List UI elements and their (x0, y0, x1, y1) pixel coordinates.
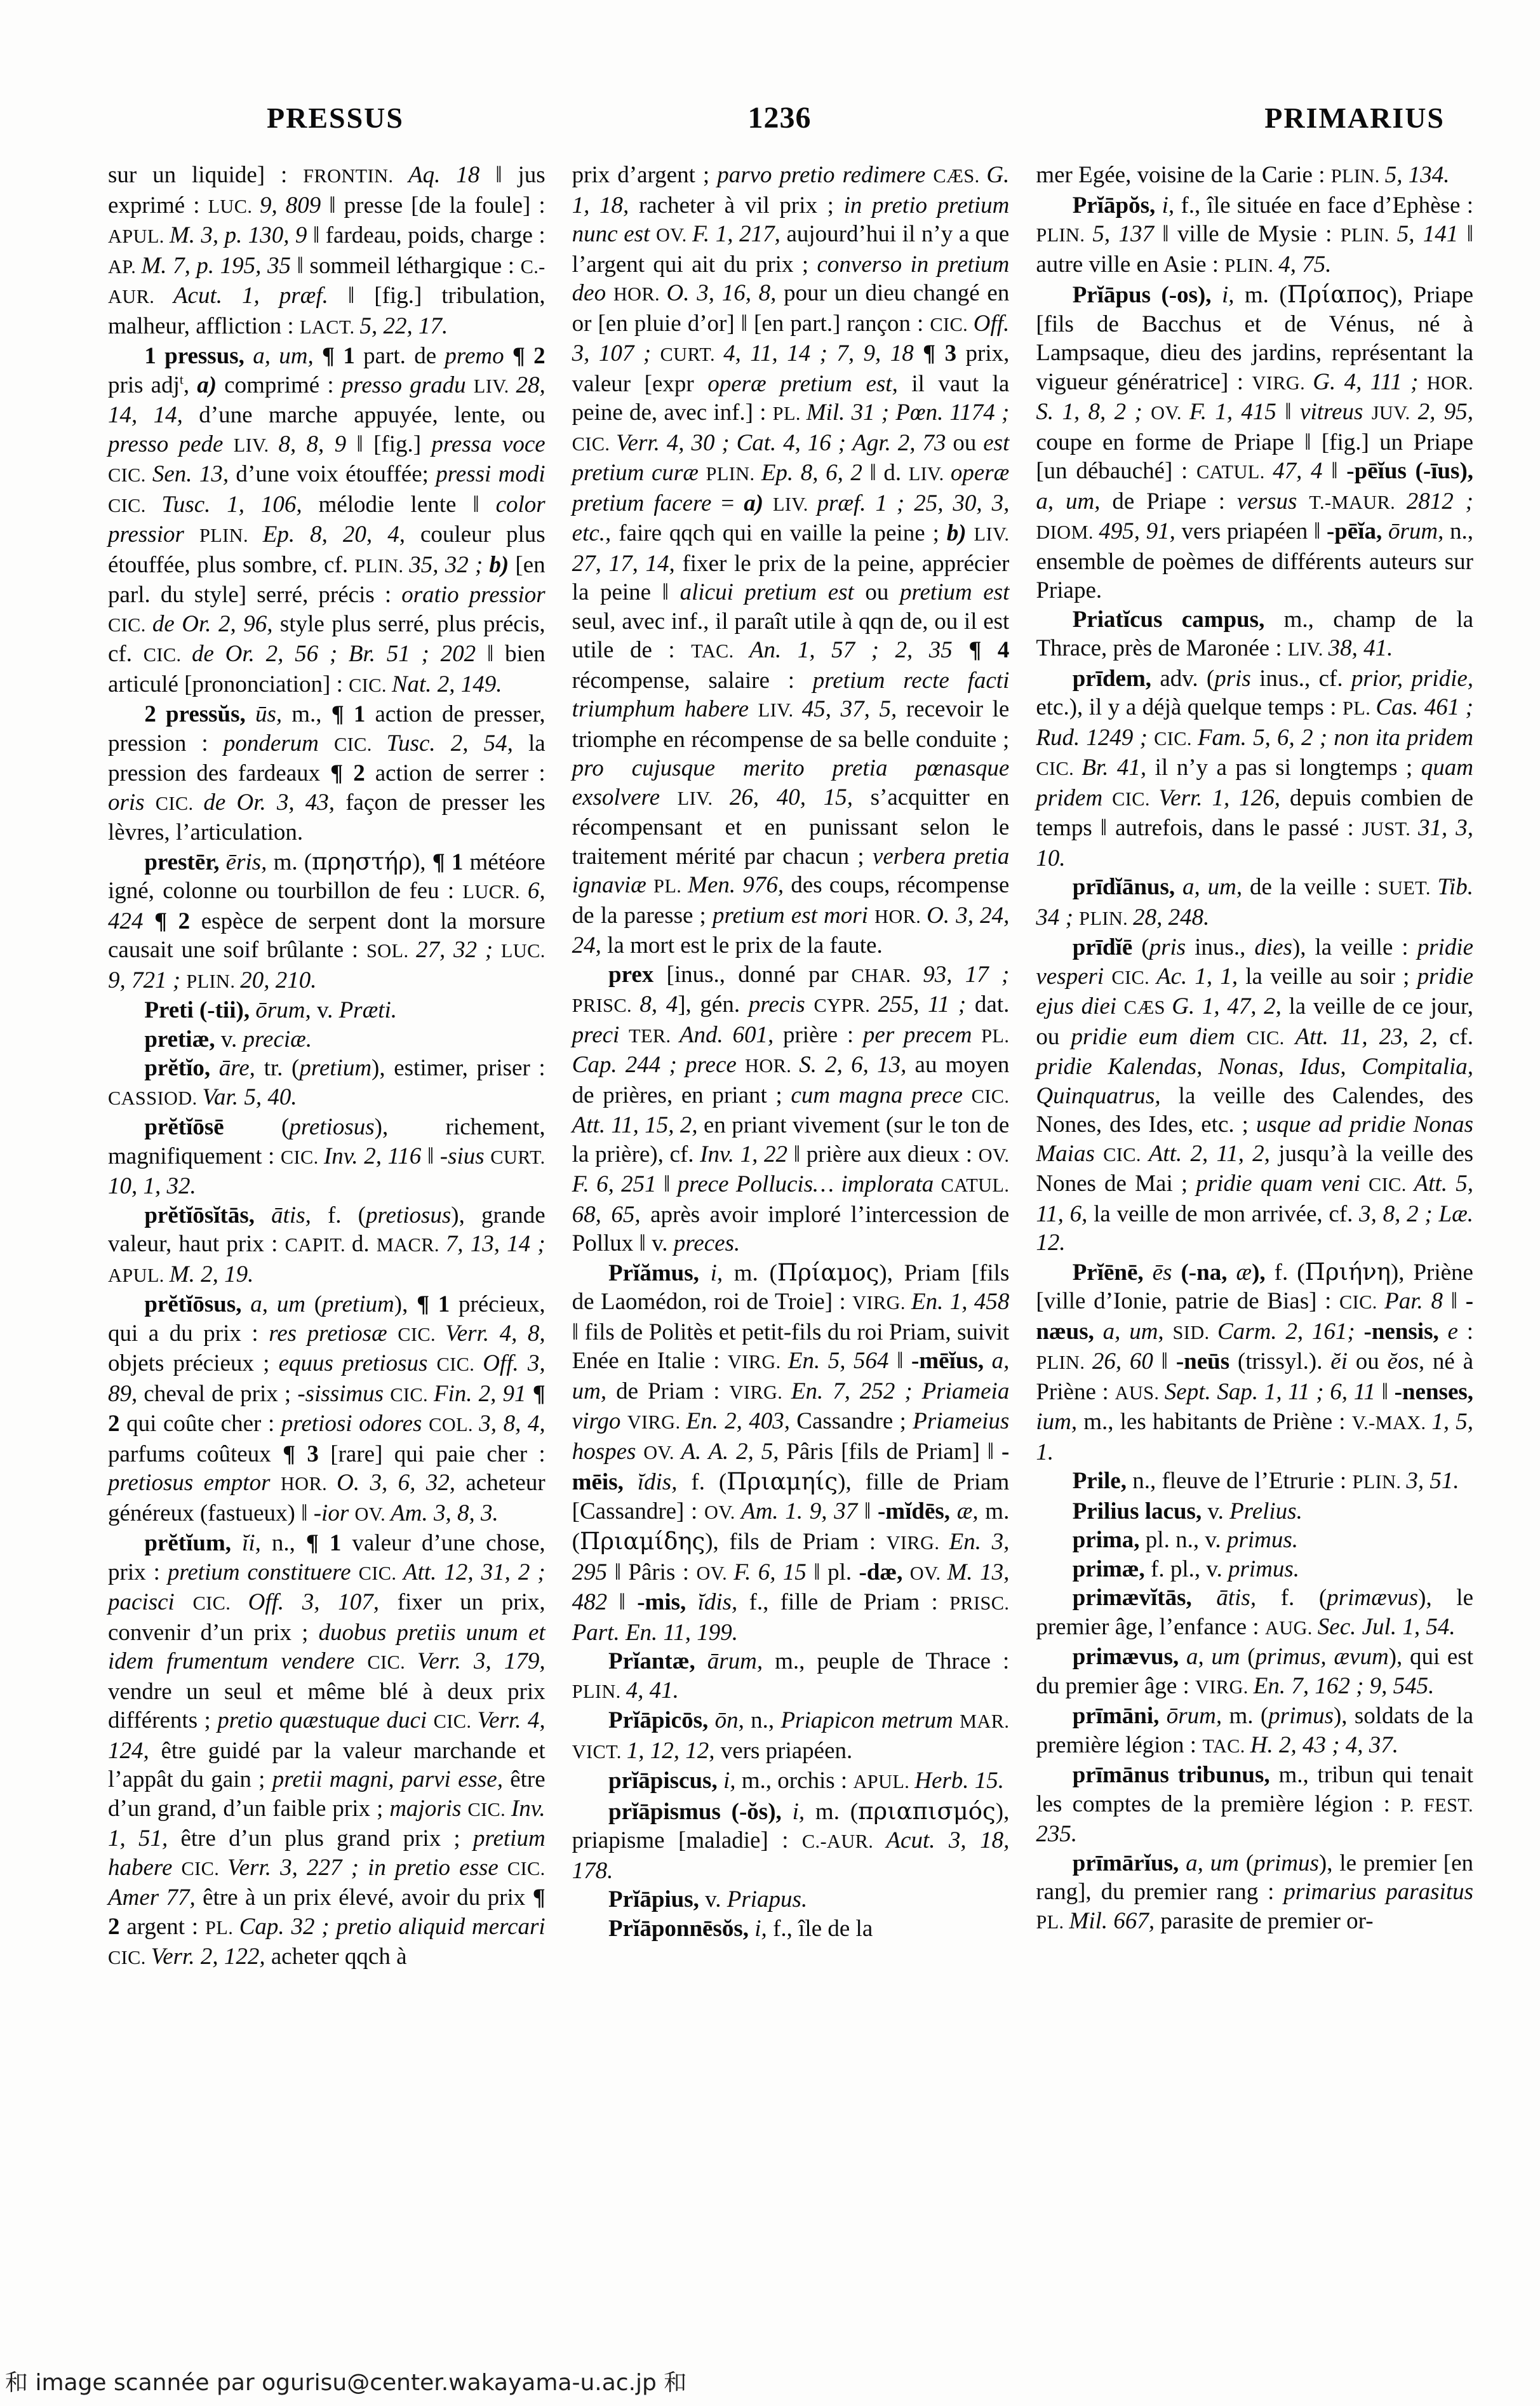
text-block (0, 161, 1540, 1973)
entry-paragraph: prīmārĭus, a, um (primus), le premier [en rang], du premier rang : primarius parasitus PL. Mil. 667, parasite de premier or- (1036, 1850, 1474, 1934)
entry-paragraph: prĕtĭum, ĭi, n., ¶ 1 valeur d’une chose, prix : pretium constituere CIC. Att. 12, 31, 2 ; pacisci CIC. Off. 3, 107, fixer un prix, convenir d’un prix ; duobus pretiis unum et idem frumentum vendere CIC. Verr. 3, 179, vendre un seul et même blé à deux prix différents ; pretio quæstuque duci CIC. Verr. 4, 124, être guidé par la valeur marchande et l’appât du gain ; pretii magni, parvi esse, être d’un grand, d’un faible prix ; majoris CIC. Inv. 1, 51, être d’un plus grand prix ; pretium habere CIC. Verr. 3, 227 ; in pretio esse CIC. Amer 77, être à un prix élevé, avoir du prix ¶ 2 argent : PL. Cap. 32 ; pretio aliquid mercari CIC. Verr. 2, 122, acheter qqch à (108, 1530, 546, 1970)
entry-paragraph: 2 pressŭs, ūs, m., ¶ 1 action de presser, pression : ponderum CIC. Tusc. 2, 54, la pression des fardeaux ¶ 2 action de serrer : oris CIC. de Or. 3, 43, façon de presser les lèvres, l’articulation. (108, 701, 546, 845)
page-number: 1236 (747, 101, 812, 135)
column-1 (108, 161, 546, 1973)
entry-paragraph: primæ, f. pl., v. primus. (1072, 1556, 1300, 1582)
entry-paragraph: pretiæ, v. preciæ. (144, 1026, 312, 1052)
entry-paragraph: primævĭtās, ātis, f. (primævus), le premier âge, l’enfance : AUG. Sec. Jul. 1, 54. (1036, 1585, 1474, 1640)
entry-paragraph: Prĭămus, i, m. (Πρίαμος), Priam [fils de Laomédon, roi de Troie] : VIRG. En. 1, 458 ‖ fils de Politès et petit-fils du roi Priam, suivit Enée en Italie : VIRG. En. 5, 564 ‖ -mēĭus, a, um, de Priam : VIRG. En. 7, 252 ; Priameia virgo VIRG. En. 2, 403, Cassandre ; Priameius hospes OV. A. A. 2, 5, Pâris [fils de Priam] ‖ -mēis, ĭdis, f. (Πριαμηίς), fille de Priam [Cassandre] : OV. Am. 1. 9, 37 ‖ -mĭdēs, æ, m. (Πριαμίδης), fils de Priam : VIRG. En. 3, 295 ‖ Pâris : OV. F. 6, 15 ‖ pl. -dæ, OV. M. 13, 482 ‖ -mis, ĭdis, f., fille de Priam : PRISC. Part. En. 11, 199. (572, 1258, 1010, 1646)
entry-paragraph: prima, pl. n., v. primus. (1072, 1527, 1298, 1553)
header-left-keyword: PRESSUS (267, 102, 404, 134)
entry-paragraph: Priatĭcus campus, m., champ de la Thrace, près de Maronée : LIV. 38, 41. (1036, 606, 1474, 661)
entry-paragraph: sur un liquide] : FRONTIN. Aq. 18 ‖ jus exprimé : LUC. 9, 809 ‖ presse [de la foule] : APUL. M. 3, p. 130, 9 ‖ fardeau, poids, charge : AP. M. 7, p. 195, 35 ‖ sommeil léthargique : C.-AUR. Acut. 1, præf. ‖ [fig.] tribulation, malheur, affliction : LACT. 5, 22, 17. (108, 162, 546, 339)
entry-paragraph: prix d’argent ; parvo pretio redimere CÆS. G. 1, 18, racheter à vil prix ; in pretio pretium nunc est OV. F. 1, 217, aujourd’hui il n’y a que l’argent qui ait du prix ; converso in pretium deo HOR. O. 3, 16, 8, pour un dieu changé en or [en pluie d’or] ‖ [en part.] rançon : CIC. Off. 3, 107 ; CURT. 4, 11, 14 ; 7, 9, 18 ¶ 3 prix, valeur [expr operæ pretium est, il vaut la peine de, avec inf.] : PL. Mil. 31 ; Pœn. 1174 ; CIC. Verr. 4, 30 ; Cat. 4, 16 ; Agr. 2, 73 ou est pretium curæ PLIN. Ep. 8, 6, 2 ‖ d. LIV. operæ pretium facere = a) LIV. præf. 1 ; 25, 30, 3, etc., faire qqch qui en vaille la peine ; b) LIV. 27, 17, 14, fixer le prix de la peine, apprécier la peine ‖ alicui pretium est ou pretium est seul, avec inf., il paraît utile à qqn de, ou il est utile de : TAC. An. 1, 57 ; 2, 35 ¶ 4 récompense, salaire : pretium recte facti triumphum habere LIV. 45, 37, 5, recevoir le triomphe en récompense de sa belle conduite ; pro cujusque merito pretia pœnasque exsolvere LIV. 26, 40, 15, s’acquitter en récompensant et en punissant selon le traitement mérité par chacun ; verbera pretia ignaviæ PL. Men. 976, des coups, récompense de la paresse ; pretium est mori HOR. O. 3, 24, 24, la mort est le prix de la faute. (572, 162, 1010, 958)
entry-paragraph: prĕtĭōsĭtās, ātis, f. (pretiosus), grande valeur, haut prix : CAPIT. d. MACR. 7, 13, 14 ; APUL. M. 2, 19. (108, 1202, 546, 1287)
entry-paragraph: Prĭāpus (-os), i, m. (Πρίαπος), Priape [fils de Bacchus et de Vénus, né à Lampsaque, dieu des jardins, représentant la vigueur génératrice] : VIRG. G. 4, 111 ; HOR. S. 1, 8, 2 ; OV. F. 1, 415 ‖ vitreus JUV. 2, 95, coupe en forme de Priape ‖ [fig.] un Priape [un débauché] : CATUL. 47, 4 ‖ -pēĭus (-īus), a, um, de Priape : versus T.-MAUR. 2812 ; DIOM. 495, 91, vers priapéen ‖ -pēĭa, ōrum, n., ensemble de poèmes de différents auteurs sur Priape. (1036, 281, 1474, 603)
entry-paragraph: 1 pressus, a, um, ¶ 1 part. de premo ¶ 2 pris adj$^t$, a) comprimé : presso gradu LIV. 28, 14, 14, d’une marche appuyée, lente, ou presso pede LIV. 8, 8, 9 ‖ [fig.] pressa voce CIC. Sen. 13, d’une voix étouffée; pressi modi CIC. Tusc. 1, 106, mélodie lente ‖ color pressior PLIN. Ep. 8, 20, 4, couleur plus étouffée, plus sombre, cf. PLIN. 35, 32 ; b) [en parl. du style] serré, précis : oratio pressior CIC. de Or. 2, 96, style plus serré, plus précis, cf. CIC. de Or. 2, 56 ; Br. 51 ; 202 ‖ bien articulé [prononciation] : CIC. Nat. 2, 149. (108, 343, 546, 697)
entry-paragraph: Preti (-tii), ōrum, v. Præti. (144, 997, 398, 1023)
header-right-keyword: PRIMARIUS (1264, 102, 1445, 134)
entry-paragraph: mer Egée, voisine de la Carie : PLIN. 5, 134. (1036, 162, 1450, 188)
entry-paragraph: prex [inus., donné par CHAR. 93, 17 ; PRISC. 8, 4], gén. precis CYPR. 255, 11 ; dat. preci TER. And. 601, prière : per precem PL. Cap. 244 ; prece HOR. S. 2, 6, 13, au moyen de prières, en priant ; cum magna prece CIC. Att. 11, 15, 2, en priant vivement (sur le ton de la prière), cf. Inv. 1, 22 ‖ prière aux dieux : OV. F. 6, 251 ‖ prece Pollucis… implorata CATUL. 68, 65, après avoir imploré l’intercession de Pollux ‖ v. preces. (572, 961, 1010, 1256)
entry-paragraph: prīdĭē (pris inus., dies), la veille : pridie vesperi CIC. Ac. 1, 1, la veille au soir ; pridie ejus diei CÆS G. 1, 47, 2, la veille de ce jour, ou pridie eum diem CIC. Att. 11, 23, 2, cf. pridie Kalendas, Nonas, Idus, Compitalia, Quinquatrus, la veille des Calendes, des Nones, des Ides, etc. ; usque ad pridie Nonas Maias CIC. Att. 2, 11, 2, jusqu’à la veille des Nones de Mai ; pridie quam veni CIC. Att. 5, 11, 6, la veille de mon arrivée, cf. 3, 8, 2 ; Læ. 12. (1036, 934, 1474, 1256)
entry-paragraph: Prĭāponnēsŏs, i, f., île de la (608, 1915, 873, 1942)
entry-paragraph: prīdem, adv. (pris inus., cf. prior, pridie, etc.), il y a déjà quelque temps : PL. Cas. 461 ; Rud. 1249 ; CIC. Fam. 5, 6, 2 ; non ita pridem CIC. Br. 41, il n’y a pas si longtemps ; quam pridem CIC. Verr. 1, 126, depuis combien de temps ‖ autrefois, dans le passé : JUST. 31, 3, 10. (1036, 665, 1474, 871)
entry-paragraph: primævus, a, um (primus, ævum), qui est du premier âge : VIRG. En. 7, 162 ; 9, 545. (1036, 1644, 1474, 1699)
entry-paragraph: Prĭāpius, v. Priapus. (608, 1886, 808, 1912)
entry-paragraph: prīmāni, ōrum, m. (primus), soldats de la première légion : TAC. H. 2, 43 ; 4, 37. (1036, 1703, 1473, 1758)
entry-paragraph: Prĭāpicōs, ōn, n., Priapicon metrum MAR. VICT. 1, 12, 12, vers priapéen. (572, 1707, 1010, 1764)
entry-paragraph: prestēr, ēris, m. (πρηστήρ), ¶ 1 météore igné, colonne ou tourbillon de feu : LUCR. 6, 424 ¶ 2 espèce de serpent dont la morsure causait une soif brûlante : SOL. 27, 32 ; LUC. 9, 721 ; PLIN. 20, 210. (108, 847, 546, 993)
entry-paragraph: prĕtĭōsē (pretiosus), richement, magnifiquement : CIC. Inv. 2, 116 ‖ -sius CURT. 10, 1, 32. (108, 1114, 546, 1199)
column-2 (572, 161, 1010, 1973)
running-head (0, 100, 1540, 135)
footer-watermark: 和 image scannée par ogurisu@center.wakayama-u.ac.jp 和 (5, 2370, 687, 2396)
entry-paragraph: prĕtĭōsus, a, um (pretium), ¶ 1 précieux, qui a du prix : res pretiosæ CIC. Verr. 4, 8, objets précieux ; equus pretiosus CIC. Off. 3, 89, cheval de prix ; -sissimus CIC. Fin. 2, 91 ¶ 2 qui coûte cher : pretiosi odores COL. 3, 8, 4, parfums coûteux ¶ 3 [rare] qui paie cher : pretiosus emptor HOR. O. 3, 6, 32, acheteur généreux (fastueux) ‖ -ior OV. Am. 3, 8, 3. (108, 1291, 546, 1526)
entry-paragraph: Prĭantæ, ārum, m., peuple de Thrace : PLIN. 4, 41. (572, 1648, 1010, 1704)
entry-paragraph: Prile, n., fleuve de l’Etrurie : PLIN. 3, 51. (1072, 1468, 1459, 1494)
entry-paragraph: prĭāpismus (-ŏs), i, m. (πριαπισμός), priapisme [maladie] : C.-AUR. Acut. 3, 18, 178. (572, 1797, 1010, 1884)
entry-paragraph: Prĭēnē, ēs (-na, æ), f. (Πριήνη), Priène [ville d’Ionie, patrie de Bias] : CIC. Par. 8 ‖ -næus, a, um, SID. Carm. 2, 161; -nensis, e : PLIN. 26, 60 ‖ -neūs (trissyl.). ĕi ou ĕos, né à Priène : AUS. Sept. Sap. 1, 11 ; 6, 11 ‖ -nenses, ium, m., les habitants de Priène : V.-MAX. 1, 5, 1. (1036, 1258, 1474, 1465)
entry-paragraph: prĕtĭo, āre, tr. (pretium), estimer, priser : CASSIOD. Var. 5, 40. (108, 1055, 546, 1110)
entry-paragraph: Prĭāpŏs, i, f., île située en face d’Ephèse : PLIN. 5, 137 ‖ ville de Mysie : PLIN. 5, 141 ‖ autre ville en Asie : PLIN. 4, 75. (1036, 192, 1474, 278)
entry-paragraph: prĭāpiscus, i, m., orchis : APUL. Herb. 15. (608, 1768, 1005, 1794)
entry-paragraph: prīmānus tribunus, m., tribun qui tenait les comptes de la première légion : P. FEST. 235. (1036, 1762, 1474, 1847)
column-3 (1036, 161, 1473, 1973)
entry-paragraph: Prilius lacus, v. Prelius. (1072, 1498, 1302, 1524)
entry-paragraph: prīdĭānus, a, um, de la veille : SUET. Tib. 34 ; PLIN. 28, 248. (1036, 874, 1474, 931)
